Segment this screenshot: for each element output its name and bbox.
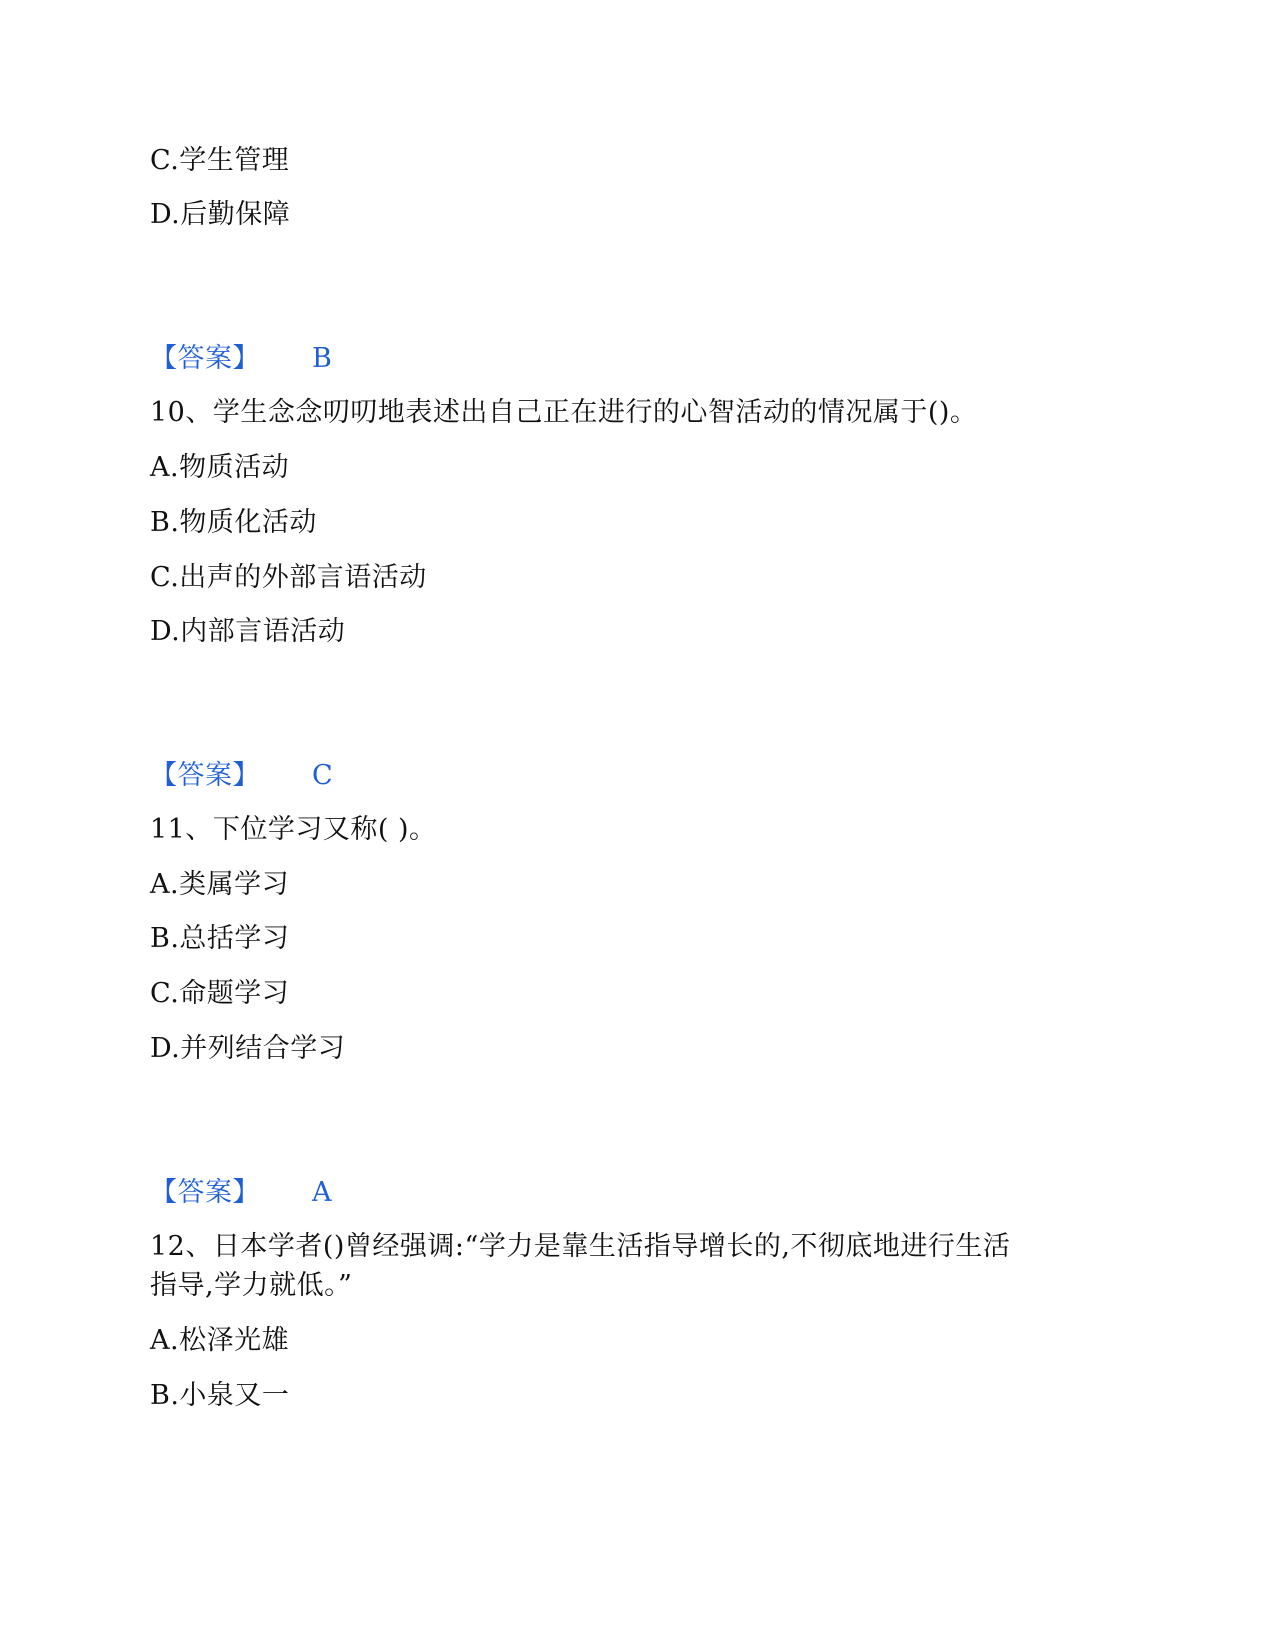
q10-option-a: A.物质活动 bbox=[150, 452, 290, 483]
q9-option-c: C.学生管理 bbox=[150, 145, 290, 176]
q10-option-b: B.物质化活动 bbox=[150, 507, 317, 538]
answer-value: A bbox=[312, 1177, 332, 1208]
q9-answer bbox=[150, 340, 332, 378]
q9-option-d: D.后勤保障 bbox=[150, 199, 291, 230]
q11-option-d: D.并列结合学习 bbox=[150, 1033, 346, 1064]
answer-value: B bbox=[312, 343, 333, 374]
q11-answer bbox=[150, 1174, 332, 1212]
answer-label: 【答案】 bbox=[150, 1177, 260, 1208]
q10-option-c: C.出声的外部言语活动 bbox=[150, 562, 427, 593]
q12-option-b: B.小泉又一 bbox=[150, 1380, 290, 1411]
q11-stem: 11、下位学习又称( )。 bbox=[150, 814, 437, 845]
q11-option-a: A.类属学习 bbox=[150, 869, 290, 900]
answer-label: 【答案】 bbox=[150, 760, 260, 791]
q12-option-a: A.松泽光雄 bbox=[150, 1325, 290, 1356]
q10-stem: 10、学生念念叨叨地表述出自己正在进行的心智活动的情况属于()。 bbox=[150, 397, 978, 428]
q12-stem-line1: 12、日本学者()曾经强调:“学力是靠生活指导增长的,不彻底地进行生活 bbox=[150, 1231, 1011, 1262]
q12-stem-line2: 指导,学力就低。” bbox=[150, 1270, 353, 1301]
answer-label: 【答案】 bbox=[150, 343, 260, 374]
q11-option-b: B.总括学习 bbox=[150, 923, 290, 954]
q10-option-d: D.内部言语活动 bbox=[150, 616, 346, 647]
q10-answer bbox=[150, 757, 333, 795]
q11-option-c: C.命题学习 bbox=[150, 978, 290, 1009]
answer-value: C bbox=[312, 760, 334, 791]
